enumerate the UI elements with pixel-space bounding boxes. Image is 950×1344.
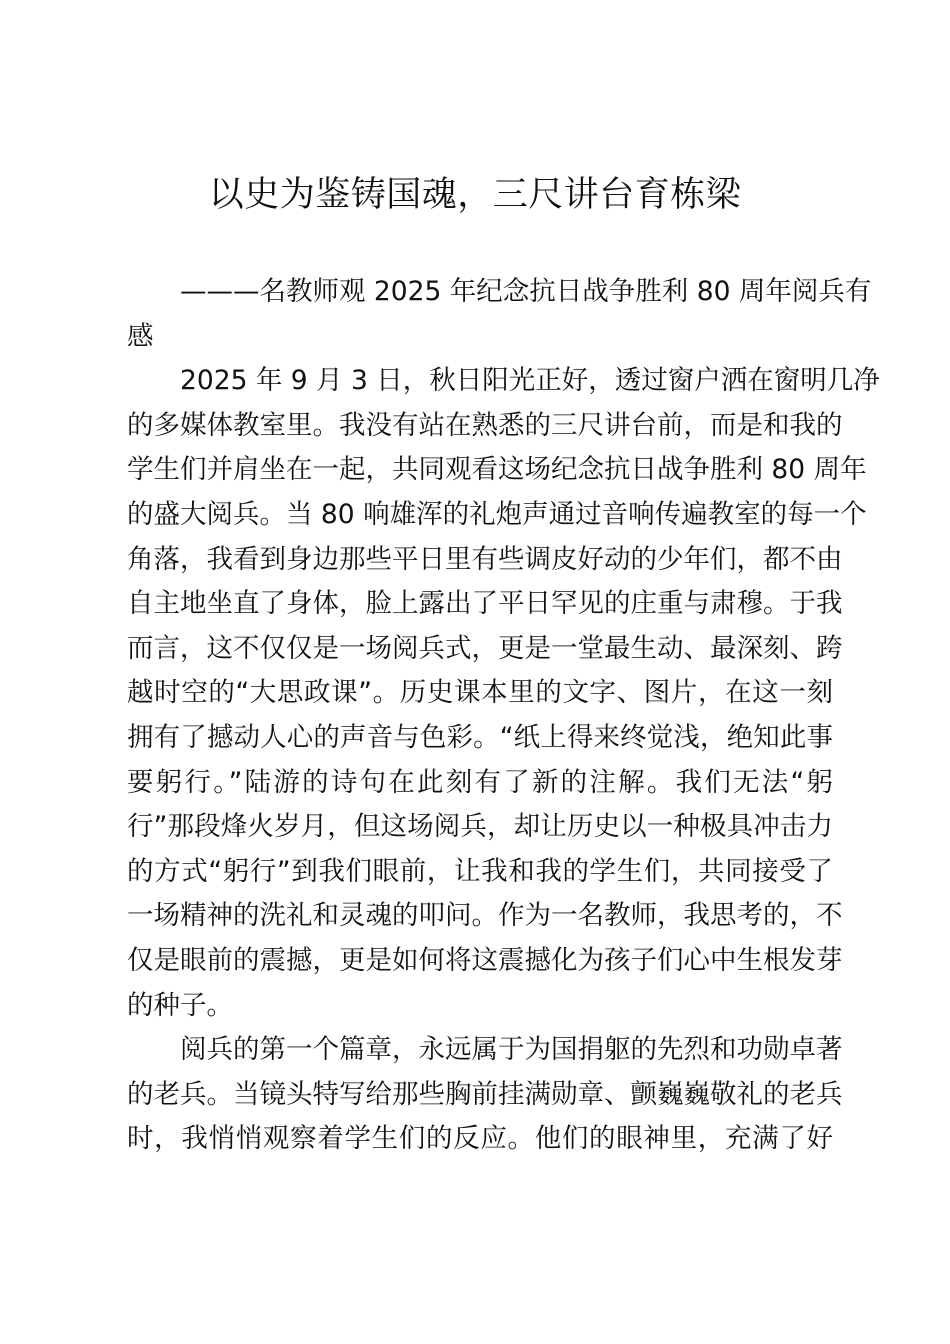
paragraph-line: 的多媒体教室里。我没有站在熟悉的三尺讲台前，而是和我的 <box>127 409 843 441</box>
paragraph-line: 的老兵。当镜头特写给那些胸前挂满勋章、颤巍巍敬礼的老兵 <box>127 1078 843 1110</box>
subtitle <box>127 270 872 359</box>
paragraph <box>127 359 880 1028</box>
paragraph-line: 自主地坐直了身体，脸上露出了平日罕见的庄重与肃穆。于我 <box>127 588 843 620</box>
paragraph-line: 越时空的“大思政课”。历史课本里的文字、图片，在这一刻 <box>127 677 833 709</box>
paragraph-line: 的盛大阅兵。当 80 响雄浑的礼炮声通过音响传遍教室的每一个 <box>127 498 867 530</box>
paragraph-line: 角落，我看到身边那些平日里有些调皮好动的少年们，都不由 <box>127 543 843 575</box>
paragraph <box>127 1028 843 1162</box>
paragraph-line: 的方式“躬行”到我们眼前，让我和我的学生们，共同接受了 <box>127 855 833 887</box>
document-title: 以史为鉴铸国魂，三尺讲台育栋梁 <box>208 175 742 215</box>
paragraph-line: 行”那段烽火岁月，但这场阅兵，却让历史以一种极具冲击力 <box>127 811 833 843</box>
paragraph-line: 2025 年 9 月 3 日，秋日阳光正好，透过窗户洒在窗明几净 <box>180 365 880 397</box>
paragraph-line: 仅是眼前的震撼，更是如何将这震撼化为孩子们心中生根发芽 <box>127 944 843 976</box>
paragraph-line: 阅兵的第一个篇章，永远属于为国捐躯的先烈和功勋卓著 <box>180 1034 843 1066</box>
document-body <box>127 270 880 1162</box>
paragraph-line: 一场精神的洗礼和灵魂的叩问。作为一名教师，我思考的，不 <box>127 900 843 932</box>
paragraph-line: 要躬行。”陆游的诗句在此刻有了新的注解。我们无法“躬 <box>127 766 833 798</box>
paragraph-line: 学生们并肩坐在一起，共同观看这场纪念抗日战争胜利 80 周年 <box>127 454 867 486</box>
paragraph-line: 而言，这不仅仅是一场阅兵式，更是一堂最生动、最深刻、跨 <box>127 632 843 664</box>
paragraph-line: 时，我悄悄观察着学生们的反应。他们的眼神里，充满了好 <box>127 1123 833 1155</box>
paragraph-line: 拥有了撼动人心的声音与色彩。“纸上得来终觉浅，绝知此事 <box>127 721 833 753</box>
subtitle-line: 感 <box>127 320 154 352</box>
subtitle-line: ———名教师观 2025 年纪念抗日战争胜利 80 周年阅兵有 <box>180 276 872 307</box>
paragraph-line: 的种子。 <box>127 989 233 1021</box>
